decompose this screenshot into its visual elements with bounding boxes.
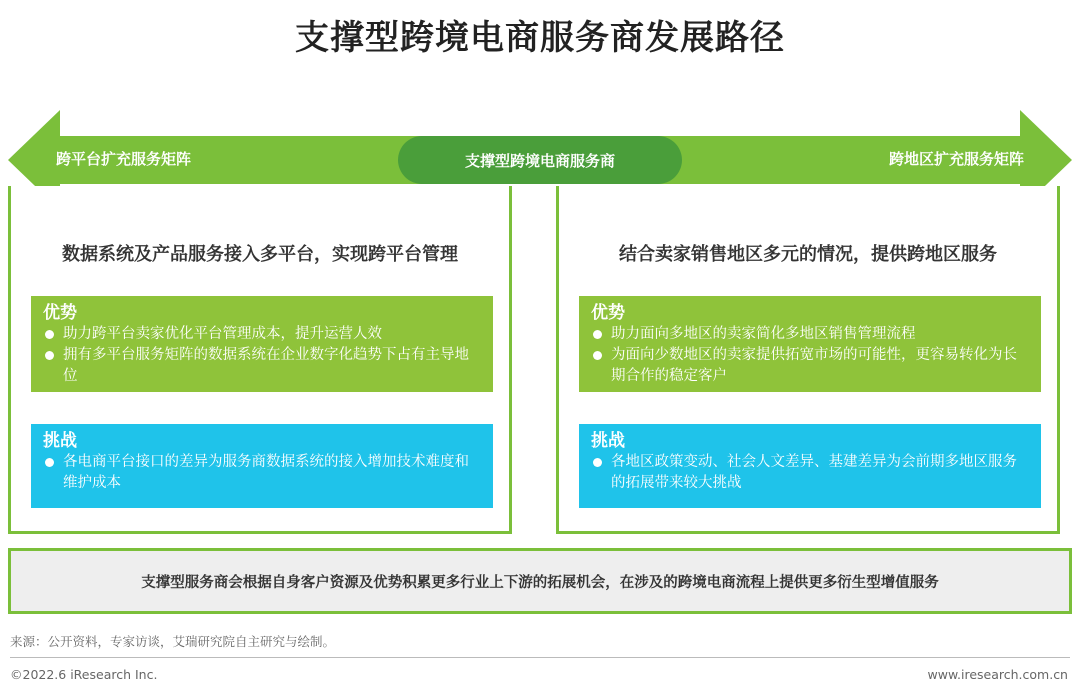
center-pill-label: 支撑型跨境电商服务商 <box>464 151 615 170</box>
list-item: 各电商平台接口的差异为服务商数据系统的接入增加技术难度和维护成本 <box>43 452 481 494</box>
copyright: ©2022.6 iResearch Inc. <box>10 667 158 682</box>
left-panel <box>8 186 512 534</box>
left-challenges-title: 挑战 <box>43 431 77 451</box>
left-advantages-box <box>31 296 493 392</box>
right-advantages-list <box>591 324 1029 387</box>
left-advantages-list <box>43 324 481 387</box>
list-item: 助力跨平台卖家优化平台管理成本，提升运营人效 <box>43 324 481 345</box>
list-item: 为面向少数地区的卖家提供拓宽市场的可能性，更容易转化为长期合作的稳定客户 <box>591 345 1029 387</box>
center-pill <box>398 136 682 184</box>
footer-divider <box>10 657 1070 658</box>
left-advantages-title: 优势 <box>43 303 77 323</box>
source-note: 来源：公开资料，专家访谈，艾瑞研究院自主研究与绘制。 <box>10 634 336 649</box>
page-title: 支撑型跨境电商服务商发展路径 <box>295 18 785 58</box>
right-panel-heading: 结合卖家销售地区多元的情况，提供跨地区服务 <box>619 244 997 265</box>
left-panel-heading: 数据系统及产品服务接入多平台，实现跨平台管理 <box>62 244 458 265</box>
arrow-right-label: 跨地区扩充服务矩阵 <box>888 150 1024 168</box>
right-advantages-title: 优势 <box>591 303 625 323</box>
right-challenges-title: 挑战 <box>591 431 625 451</box>
right-challenges-list <box>591 452 1029 494</box>
list-item: 各地区政策变动、社会人文差异、基建差异为会前期多地区服务的拓展带来较大挑战 <box>591 452 1029 494</box>
left-challenges-list <box>43 452 481 494</box>
list-item: 助力面向多地区的卖家简化多地区销售管理流程 <box>591 324 1029 345</box>
right-panel <box>556 186 1060 534</box>
right-challenges-box <box>579 424 1041 508</box>
arrow-left-label: 跨平台扩充服务矩阵 <box>56 150 192 168</box>
right-advantages-box <box>579 296 1041 392</box>
summary-text: 支撑型服务商会根据自身客户资源及优势积累更多行业上下游的拓展机会，在涉及的跨境电商流程上提供更多衍生型增值服务 <box>141 574 939 591</box>
summary-bar <box>8 548 1072 614</box>
list-item: 拥有多平台服务矩阵的数据系统在企业数字化趋势下占有主导地位 <box>43 345 481 387</box>
left-challenges-box <box>31 424 493 508</box>
website-link[interactable]: www.iresearch.com.cn <box>927 667 1068 682</box>
